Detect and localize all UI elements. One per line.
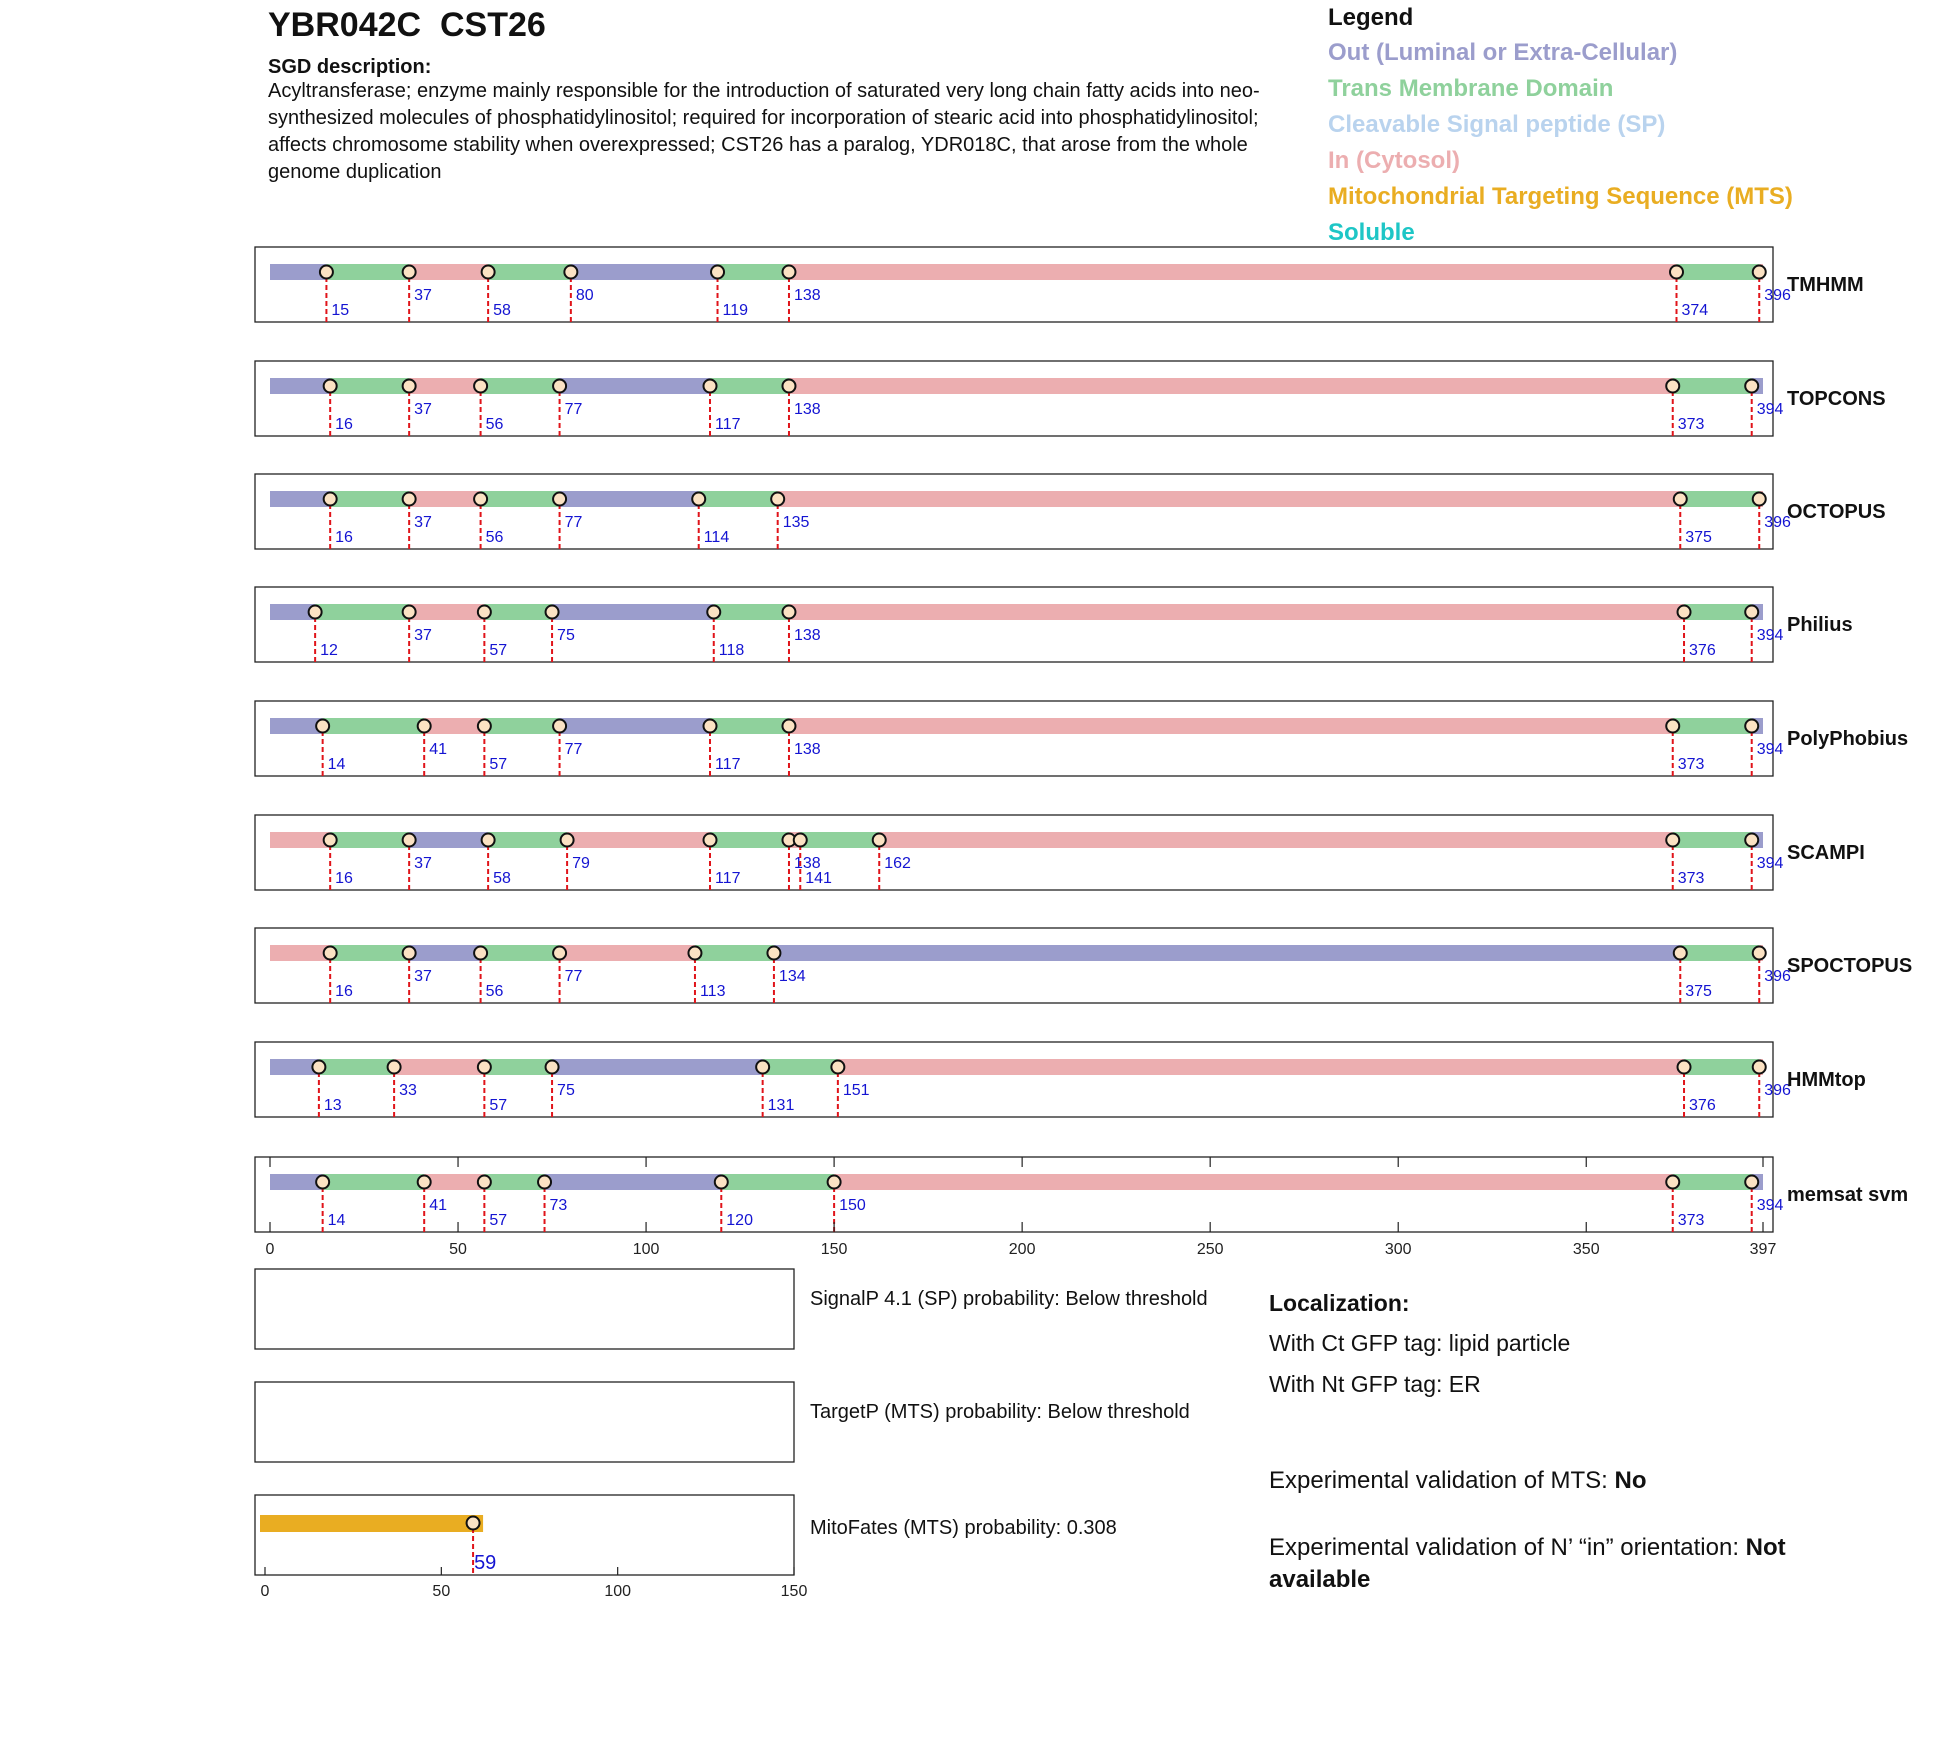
boundary-label: 138 [793,741,821,758]
boundary-marker [1674,493,1687,506]
sgd-description: Acyltransferase; enzyme mainly responsible for the introduction of saturated very long chain fatty acids into neo-synthesized molecules of phosphatidylinositol; required for incorporation of stearic acid into phosphatidylinositol; affects chromosome stability when overexpressed; CST26 has a paralog, YDR018C, that arose from the whole genome duplication [268,80,1260,183]
segment-out [270,1174,323,1190]
boundary-label: 13 [323,1097,342,1114]
segment-tm [1684,1059,1759,1075]
boundary-marker [474,380,487,393]
segment-in [834,1174,1673,1190]
boundary-label: 41 [429,1197,447,1214]
boundary-label: 113 [699,983,726,1000]
localization-ct: With Ct GFP tag: lipid particle [1269,1330,1571,1356]
boundary-label: 16 [335,416,353,433]
boundary-label: 373 [1677,756,1705,773]
segment-in [789,264,1677,280]
boundary-marker [831,1061,844,1074]
segment-tm [323,1174,425,1190]
segment-tm [718,264,789,280]
page-title: YBR042C CST26 [268,6,546,44]
boundary-marker [312,1061,325,1074]
boundary-label: 376 [1689,1097,1716,1114]
boundary-label: 120 [726,1212,753,1229]
predictor-label: MitoFates (MTS) probability: 0.308 [810,1517,1117,1539]
track-name: TMHMM [1787,274,1864,296]
boundary-label: 117 [715,756,741,773]
axis-tick-label: 50 [449,1241,467,1258]
boundary-label: 374 [1681,302,1709,319]
boundary-marker [782,380,795,393]
segment-tm [319,1059,394,1075]
segment-tm [1673,718,1752,734]
boundary-marker [324,493,337,506]
boundary-marker [482,834,495,847]
track-tmhmm [255,247,1864,322]
boundary-label: 394 [1756,627,1784,644]
segment-tm [1684,604,1752,620]
boundary-marker [1753,266,1766,279]
track-name: SCAMPI [1787,842,1865,864]
boundary-marker [403,834,416,847]
boundary-marker [707,606,720,619]
segment-tm [800,832,879,848]
boundary-label: 131 [767,1097,795,1114]
small-axis-tick-label: 100 [604,1583,632,1600]
boundary-marker [1670,266,1683,279]
axis-tick-label: 200 [1008,1241,1036,1258]
segment-tm [721,1174,834,1190]
legend-title: Legend [1328,4,1414,31]
boundary-label: 16 [335,870,353,887]
segment-tm [484,1174,544,1190]
segment-out [409,832,488,848]
boundary-label: 394 [1756,741,1784,758]
sgd-heading: SGD description: [268,56,432,78]
boundary-marker [692,493,705,506]
boundary-label: 138 [793,627,821,644]
segment-out [560,378,710,394]
segment-tm [710,832,789,848]
boundary-label: 80 [575,287,594,304]
boundary-marker [1753,1061,1766,1074]
boundary-marker [478,720,491,733]
boundary-marker [756,1061,769,1074]
segment-tm [1680,491,1759,507]
boundary-marker [324,380,337,393]
boundary-label: 396 [1764,968,1791,985]
small-axis-tick-label: 150 [780,1583,808,1600]
boundary-label: 56 [485,983,504,1000]
boundary-label: 57 [489,642,508,659]
axis-tick-label: 250 [1196,1241,1224,1258]
segment-in [424,1174,484,1190]
boundary-label: 57 [489,1212,508,1229]
segment-tm [695,945,774,961]
boundary-label: 37 [414,514,432,531]
boundary-label: 73 [549,1197,568,1214]
segment-in [409,604,484,620]
predictor-label: TargetP (MTS) probability: Below threshold [810,1401,1190,1423]
boundary-label: 37 [414,855,432,872]
boundary-label: 41 [429,741,447,758]
boundary-marker [704,380,717,393]
segment-tm [326,264,409,280]
boundary-marker [1666,834,1679,847]
boundary-marker [1674,947,1687,960]
boundary-label: 151 [842,1082,870,1099]
boundary-label: 114 [703,529,730,546]
boundary-label: 394 [1756,401,1784,418]
boundary-marker [771,493,784,506]
axis-tick-label: 350 [1572,1241,1600,1258]
boundary-marker [561,834,574,847]
legend-item-tm: Trans Membrane Domain [1328,75,1614,102]
track-hmmtop [255,1042,1866,1117]
boundary-marker [1745,380,1758,393]
segment-in [560,945,695,961]
boundary-marker [828,1176,841,1189]
boundary-marker [478,1176,491,1189]
boundary-label: 119 [722,302,749,319]
small-axis-tick-label: 50 [432,1583,451,1600]
boundary-marker [1753,493,1766,506]
boundary-marker [794,834,807,847]
boundary-label: 394 [1756,855,1784,872]
boundary-marker [711,266,724,279]
boundary-marker [403,266,416,279]
track-name: HMMtop [1787,1069,1866,1091]
segment-tm [484,718,559,734]
track-octopus [255,474,1886,549]
segment-in [567,832,710,848]
track-spoctopus [255,928,1912,1003]
segment-in [879,832,1673,848]
segment-in [270,832,330,848]
segment-tm [710,378,789,394]
segment-tm [763,1059,838,1075]
segment-tm [1677,264,1760,280]
boundary-label: 396 [1764,514,1791,531]
boundary-marker [782,720,795,733]
boundary-marker [324,834,337,847]
segment-tm [330,832,409,848]
boundary-label: 77 [564,401,583,418]
segment-in [789,604,1684,620]
segment-out [270,264,326,280]
track-frame [255,815,1773,890]
track-philius [255,587,1853,662]
predictor-frame [255,1495,794,1575]
segment-in [409,491,480,507]
boundary-marker [564,266,577,279]
segment-out [552,1059,763,1075]
track-frame [255,361,1773,436]
segment-in [778,491,1681,507]
experimental-in-value: Not available [1269,1534,1786,1593]
mts-boundary-label: 59 [474,1552,497,1574]
boundary-marker [782,266,795,279]
boundary-label: 373 [1677,1212,1705,1229]
legend-item-soluble: Soluble [1328,219,1415,246]
legend-item-mts: Mitochondrial Targeting Sequence (MTS) [1328,183,1793,210]
boundary-label: 37 [414,968,432,985]
boundary-marker [316,1176,329,1189]
boundary-marker [403,947,416,960]
track-name: Philius [1787,614,1853,636]
track-name: TOPCONS [1787,388,1886,410]
boundary-label: 33 [399,1082,417,1099]
segment-in [409,264,488,280]
boundary-label: 57 [489,1097,508,1114]
boundary-label: 12 [320,642,338,659]
track-frame [255,247,1773,322]
segment-tm [1673,378,1752,394]
segment-in [789,718,1673,734]
axis-tick-label: 300 [1384,1241,1412,1258]
track-memsat-svm [255,1157,1908,1258]
segment-out [270,378,330,394]
boundary-label: 14 [327,756,346,773]
boundary-marker [1753,947,1766,960]
boundary-marker [715,1176,728,1189]
segment-tm [481,945,560,961]
segment-out [552,604,714,620]
track-topcons [255,361,1886,436]
boundary-marker [1666,1176,1679,1189]
boundary-label: 138 [793,287,821,304]
boundary-label: 135 [782,514,810,531]
segment-tm [488,832,567,848]
predictor-2 [255,1382,1190,1462]
segment-in [424,718,484,734]
boundary-marker [1745,1176,1758,1189]
boundary-marker [474,493,487,506]
boundary-marker [1678,1061,1691,1074]
axis-tick-label: 0 [265,1241,275,1258]
predictor-3 [255,1495,1117,1600]
boundary-marker [316,720,329,733]
mts-boundary-marker [467,1517,480,1530]
segment-tm [710,718,789,734]
segment-out [409,945,480,961]
segment-tm [714,604,789,620]
experimental-in-label: Experimental validation of N’ “in” orientation: [1269,1534,1746,1561]
localization-nt: With Nt GFP tag: ER [1269,1371,1481,1397]
boundary-marker [546,1061,559,1074]
boundary-marker [388,1061,401,1074]
boundary-marker [403,380,416,393]
boundary-label: 117 [715,416,741,433]
mts-bar [260,1515,483,1532]
boundary-label: 373 [1677,416,1705,433]
boundary-label: 396 [1764,287,1791,304]
segment-tm [1673,1174,1752,1190]
predictor-1 [255,1269,1208,1349]
axis-tick-label: 397 [1749,1241,1777,1258]
predictor-frame [255,1382,794,1462]
boundary-marker [324,947,337,960]
track-frame [255,587,1773,662]
boundary-marker [704,834,717,847]
boundary-label: 77 [564,741,583,758]
segment-tm [1680,945,1759,961]
track-frame [255,474,1773,549]
boundary-label: 373 [1677,870,1705,887]
boundary-marker [474,947,487,960]
segment-out [560,491,699,507]
segment-tm [330,491,409,507]
track-name: memsat svm [1787,1184,1909,1206]
boundary-label: 37 [414,627,432,644]
segment-tm [488,264,571,280]
boundary-label: 394 [1756,1197,1784,1214]
boundary-marker [688,947,701,960]
segment-tm [484,604,552,620]
boundary-label: 58 [493,870,511,887]
boundary-label: 150 [839,1197,866,1214]
boundary-marker [767,947,780,960]
track-name: OCTOPUS [1787,501,1886,523]
boundary-label: 79 [572,855,590,872]
boundary-label: 117 [715,870,741,887]
boundary-marker [1666,720,1679,733]
boundary-marker [309,606,322,619]
segment-tm [1673,832,1752,848]
segment-out [571,264,718,280]
segment-in [270,945,330,961]
legend-item-in: In (Cytosol) [1328,147,1460,174]
boundary-marker [1666,380,1679,393]
segment-tm [481,491,560,507]
boundary-label: 396 [1764,1082,1791,1099]
axis-tick-label: 150 [820,1241,848,1258]
boundary-marker [704,720,717,733]
boundary-label: 77 [564,514,583,531]
segment-in [409,378,480,394]
experimental-mts [1269,1467,1646,1495]
boundary-label: 77 [564,968,583,985]
boundary-marker [553,493,566,506]
boundary-label: 75 [557,627,575,644]
segment-tm [481,378,560,394]
segment-tm [315,604,409,620]
boundary-marker [403,606,416,619]
boundary-label: 75 [557,1082,575,1099]
experimental-mts-value: No [1614,1467,1647,1494]
small-axis-tick-label: 0 [260,1583,270,1600]
boundary-label: 138 [793,401,821,418]
boundary-marker [873,834,886,847]
boundary-label: 375 [1685,529,1712,546]
boundary-marker [546,606,559,619]
track-name: SPOCTOPUS [1787,955,1913,977]
boundary-marker [1745,606,1758,619]
segment-out [270,718,323,734]
boundary-label: 56 [485,416,504,433]
boundary-label: 134 [778,968,806,985]
boundary-marker [478,606,491,619]
boundary-label: 58 [493,302,511,319]
boundary-label: 56 [485,529,504,546]
boundary-marker [418,1176,431,1189]
boundary-marker [538,1176,551,1189]
segment-out [545,1174,722,1190]
segment-in [394,1059,484,1075]
boundary-label: 376 [1689,642,1716,659]
legend-item-out: Out (Luminal or Extra-Cellular) [1328,39,1678,66]
predictor-frame [255,1269,794,1349]
legend-item-sp: Cleavable Signal peptide (SP) [1328,111,1666,138]
boundary-marker [418,720,431,733]
boundary-label: 375 [1685,983,1712,1000]
boundary-label: 14 [327,1212,346,1229]
experimental-mts-label: Experimental validation of MTS: [1269,1467,1615,1494]
boundary-marker [553,380,566,393]
boundary-label: 37 [414,401,432,418]
boundary-label: 138 [793,855,821,872]
boundary-label: 118 [718,642,745,659]
segment-tm [330,945,409,961]
boundary-marker [403,493,416,506]
axis-tick-label: 100 [632,1241,660,1258]
segment-out [560,718,710,734]
segment-out [774,945,1680,961]
track-polyphobius [255,701,1908,776]
boundary-marker [482,266,495,279]
segment-in [838,1059,1684,1075]
boundary-marker [1745,720,1758,733]
boundary-label: 37 [414,287,432,304]
predictor-label: SignalP 4.1 (SP) probability: Below threshold [810,1288,1208,1310]
boundary-marker [782,606,795,619]
track-frame [255,1042,1773,1117]
track-frame [255,928,1773,1003]
boundary-marker [1678,606,1691,619]
boundary-label: 15 [331,302,350,319]
boundary-label: 141 [805,870,832,887]
segment-out [270,491,330,507]
boundary-marker [553,947,566,960]
boundary-label: 16 [335,529,353,546]
boundary-marker [553,720,566,733]
track-frame [255,701,1773,776]
boundary-label: 162 [884,855,911,872]
segment-tm [323,718,425,734]
track-frame [255,1157,1773,1232]
segment-tm [330,378,409,394]
segment-tm [699,491,778,507]
boundary-label: 57 [489,756,508,773]
boundary-marker [478,1061,491,1074]
boundary-label: 16 [335,983,353,1000]
boundary-marker [1745,834,1758,847]
experimental-orientation [1269,1532,1869,1596]
track-name: PolyPhobius [1787,728,1909,750]
localization-title: Localization: [1269,1290,1410,1316]
track-scampi [255,815,1865,890]
segment-tm [484,1059,552,1075]
boundary-marker [320,266,333,279]
segment-in [789,378,1673,394]
